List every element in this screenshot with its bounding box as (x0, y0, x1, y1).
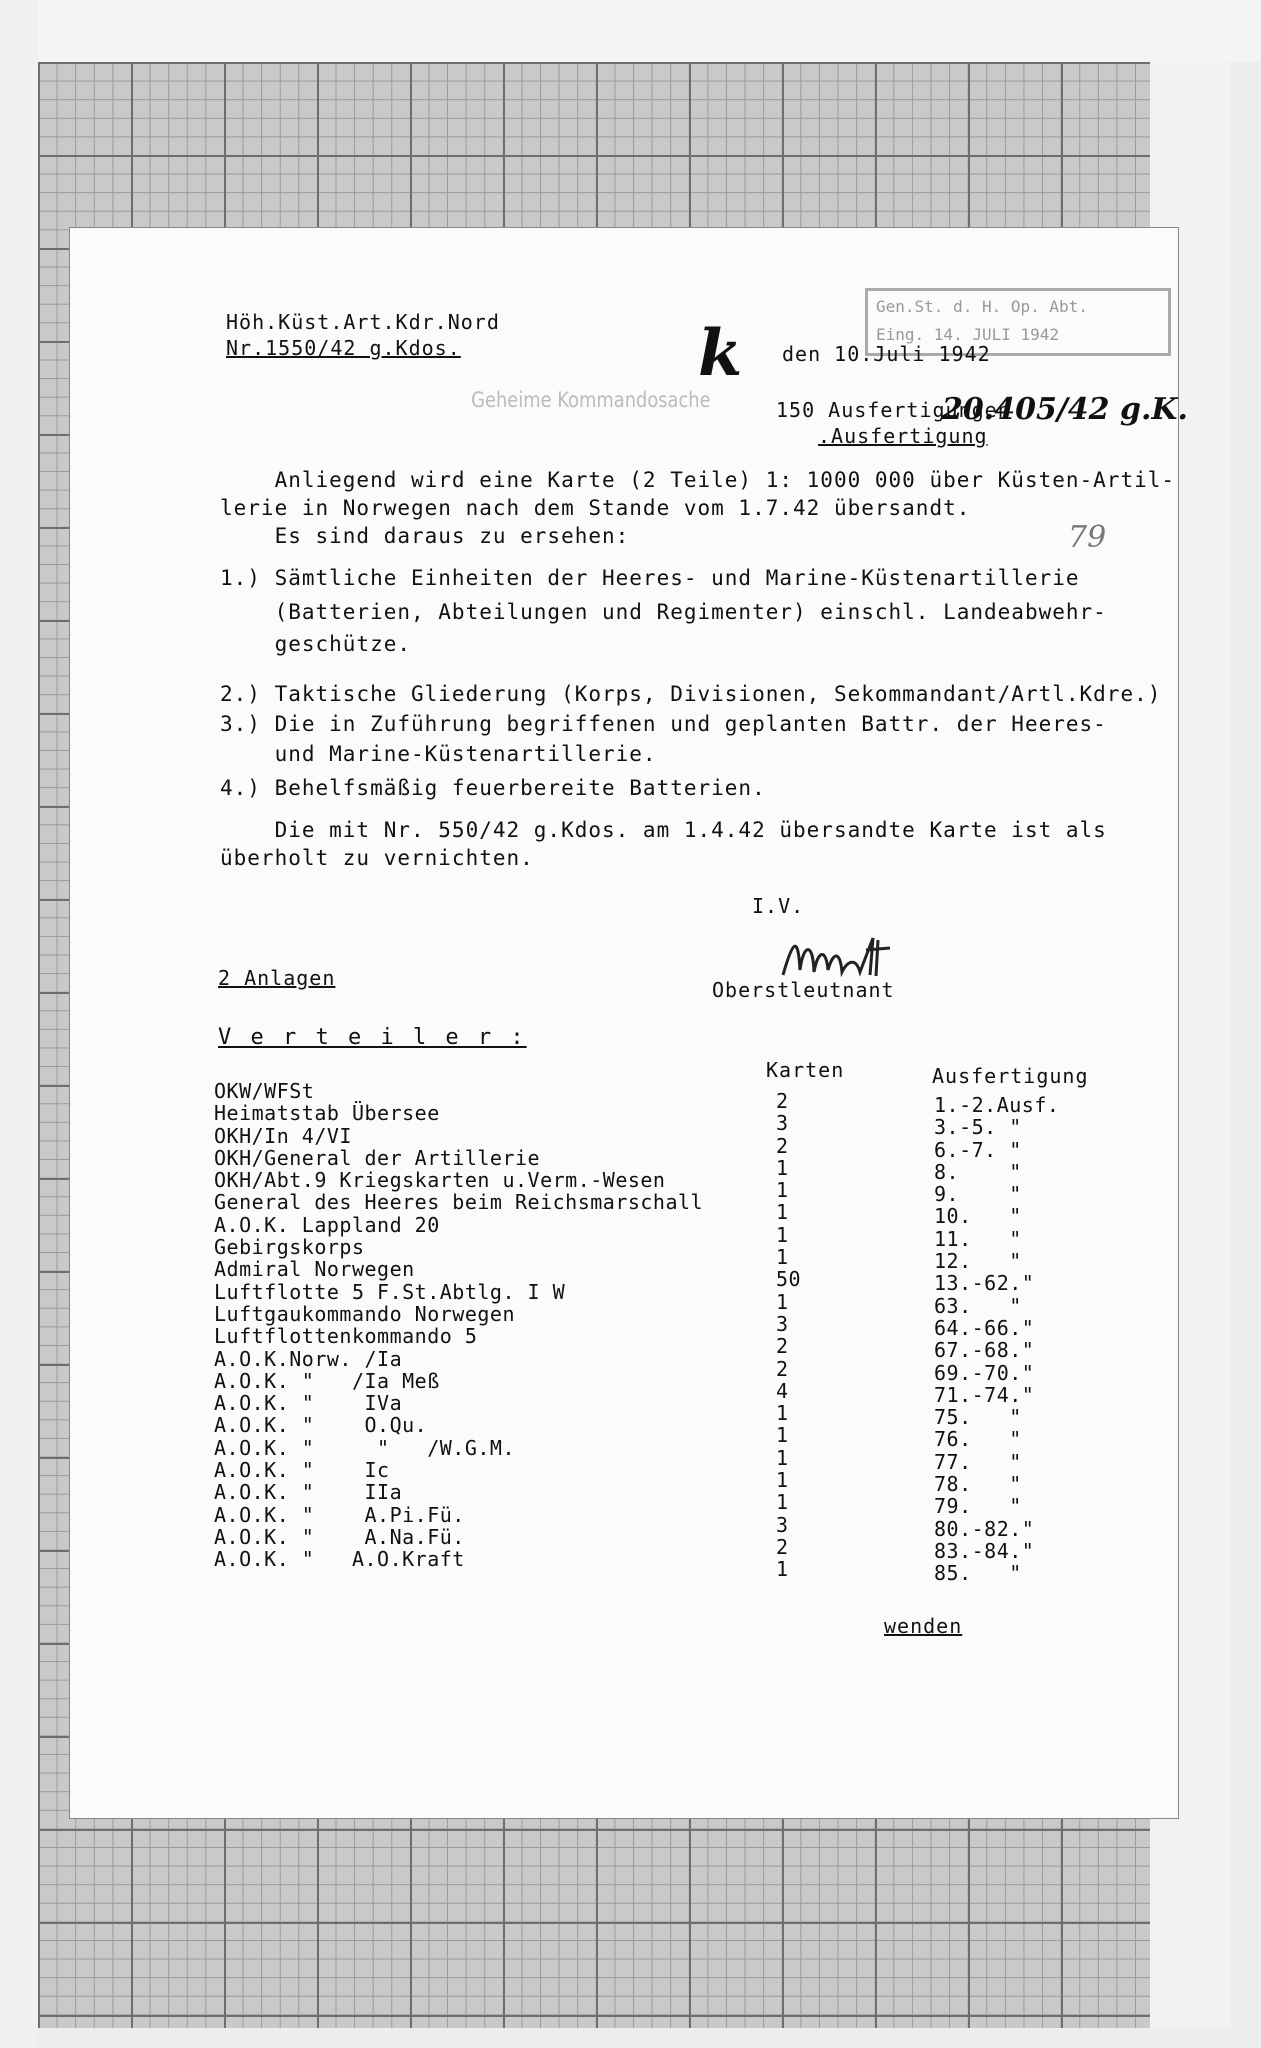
recipient-list (214, 1080, 703, 1571)
copy-number-cell: 76. " (934, 1427, 1022, 1452)
maps-count-list (776, 1090, 801, 1581)
body-line: 2.) Taktische Gliederung (Korps, Divisionen, Sekommandant/Artl.Kdre.) (220, 682, 1162, 706)
copy-number: .Ausfertigung (818, 424, 988, 448)
maps-count-cell: 1 (776, 1289, 789, 1314)
body-line: geschütze. (220, 632, 412, 656)
attachments-count: 2 Anlagen (218, 966, 336, 990)
recipient-row: A.O.K. " O.Qu. (214, 1413, 428, 1438)
recipient-row: A.O.K. " /Ia Meß (214, 1368, 440, 1393)
recipient-row: OKH/In 4/VI (214, 1123, 352, 1148)
body-line: überholt zu vernichten. (220, 846, 534, 870)
maps-count-cell: 1 (776, 1423, 789, 1448)
recipient-row: A.O.K. " A.Pi.Fü. (214, 1502, 465, 1527)
copy-number-cell: 12. " (934, 1249, 1022, 1274)
maps-count-cell: 1 (776, 1222, 789, 1247)
column-header-maps: Karten (766, 1058, 845, 1082)
recipient-row: A.O.K. " " /W.G.M. (214, 1435, 515, 1460)
recipient-row: Luftflotte 5 F.St.Abtlg. I W (214, 1279, 566, 1304)
maps-count-cell: 1 (776, 1445, 789, 1470)
maps-count-cell: 1 (776, 1178, 789, 1203)
copy-number-cell: 78. " (934, 1472, 1022, 1497)
body-line: lerie in Norwegen nach dem Stande vom 1.7.42 übersandt. (220, 496, 971, 520)
recipient-row: OKH/Abt.9 Kriegskarten u.Verm.-Wesen (214, 1168, 666, 1193)
maps-count-cell: 50 (776, 1267, 802, 1292)
recipient-row: A.O.K. " IIa (214, 1480, 403, 1505)
body-line: Die mit Nr. 550/42 g.Kdos. am 1.4.42 übersandte Karte ist als (220, 818, 1107, 842)
recipient-row: A.O.K. Lappland 20 (214, 1212, 440, 1237)
handwritten-copy-number: 20.405/42 g.K. (942, 392, 1188, 427)
maps-count-cell: 1 (776, 1557, 789, 1582)
copy-number-cell: 77. " (934, 1449, 1022, 1474)
reference-number: Nr.1550/42 g.Kdos. (226, 336, 461, 360)
maps-count-cell: 2 (776, 1334, 789, 1359)
body-line: 3.) Die in Zuführung begriffenen und geplanten Battr. der Heeres- (220, 712, 1107, 736)
column-header-copies: Ausfertigung (932, 1064, 1089, 1088)
recipient-row: A.O.K. " Ic (214, 1458, 390, 1483)
maps-count-cell: 3 (776, 1512, 789, 1537)
copy-number-cell: 75. " (934, 1405, 1022, 1430)
maps-count-cell: 1 (776, 1401, 789, 1426)
copy-number-cell: 80.-82." (934, 1516, 1035, 1541)
recipient-row: Gebirgskorps (214, 1235, 365, 1260)
distribution-title: V e r t e i l e r : (218, 1025, 527, 1050)
left-margin (0, 0, 38, 2048)
handwritten-page-number: 79 (1068, 520, 1107, 555)
body-line: Es sind daraus zu ersehen: (220, 524, 630, 548)
maps-count-cell: 1 (776, 1155, 789, 1180)
copy-number-cell: 13.-62." (934, 1271, 1035, 1296)
copy-number-cell: 64.-66." (934, 1315, 1035, 1340)
copy-number-cell: 69.-70." (934, 1360, 1035, 1385)
recipient-row: Luftgaukommando Norwegen (214, 1301, 515, 1326)
body-line: (Batterien, Abteilungen und Regimenter) einschl. Landeabwehr- (220, 600, 1107, 624)
copy-number-cell: 9. " (934, 1182, 1022, 1207)
body-line: 4.) Behelfsmäßig feuerbereite Batterien. (220, 776, 766, 800)
copy-number-cell: 63. " (934, 1293, 1022, 1318)
maps-count-cell: 3 (776, 1111, 789, 1136)
maps-count-cell: 2 (776, 1133, 789, 1158)
maps-count-cell: 1 (776, 1200, 789, 1225)
recipient-row: A.O.K. " IVa (214, 1391, 403, 1416)
maps-count-cell: 3 (776, 1311, 789, 1336)
signatory-rank: Oberstleutnant (712, 978, 895, 1002)
iv-label: I.V. (752, 894, 805, 918)
recipient-row: OKW/WFSt (214, 1079, 315, 1103)
recipient-row: A.O.K. " A.O.Kraft (214, 1547, 465, 1572)
turn-over-note: wenden (884, 1614, 963, 1638)
copy-number-cell: 83.-84." (934, 1538, 1035, 1563)
recipient-row: A.O.K. " A.Na.Fü. (214, 1524, 465, 1549)
recipient-row: Luftflottenkommando 5 (214, 1324, 478, 1349)
copies-count: 150 Ausfertigungen (776, 398, 1011, 422)
body-line: und Marine-Küstenartillerie. (220, 742, 657, 766)
maps-count-cell: 2 (776, 1089, 789, 1113)
copy-number-cell: 10. " (934, 1204, 1022, 1229)
maps-count-cell: 1 (776, 1245, 789, 1270)
secret-stamp-faded: Geheime Kommandosache (471, 388, 711, 412)
maps-count-cell: 1 (776, 1468, 789, 1493)
body-line: Anliegend wird eine Karte (2 Teile) 1: 1000 000 über Küsten-Artil- (220, 468, 1176, 492)
stamp-line-2: Eing. 14. JULI 1942 (876, 325, 1060, 344)
copy-number-cell: 67.-68." (934, 1338, 1035, 1363)
maps-count-cell: 2 (776, 1356, 789, 1381)
document-date: den 10.Juli 1942 (782, 342, 991, 366)
unit-name: Höh.Küst.Art.Kdr.Nord (226, 310, 500, 334)
copy-number-cell: 79. " (934, 1494, 1022, 1519)
recipient-row: Heimatstab Übersee (214, 1101, 440, 1126)
copy-number-cell: 6.-7. " (934, 1137, 1022, 1162)
copy-number-cell: 11. " (934, 1226, 1022, 1251)
body-line: 1.) Sämtliche Einheiten der Heeres- und Marine-Küstenartillerie (220, 566, 1080, 590)
top-margin (0, 0, 1261, 62)
copy-number-cell: 1.-2.Ausf. (934, 1093, 1060, 1117)
recipient-row: A.O.K.Norw. /Ia (214, 1346, 403, 1371)
copy-number-cell: 71.-74." (934, 1382, 1035, 1407)
copy-number-cell: 8. " (934, 1159, 1022, 1184)
recipient-row: General des Heeres beim Reichsmarschall (214, 1190, 704, 1215)
copy-number-cell: 85. " (934, 1561, 1022, 1586)
maps-count-cell: 1 (776, 1490, 789, 1515)
recipient-row: Admiral Norwegen (214, 1257, 415, 1282)
maps-count-cell: 2 (776, 1534, 789, 1559)
maps-count-cell: 4 (776, 1378, 789, 1403)
copy-number-cell: 3.-5. " (934, 1115, 1022, 1140)
handwritten-mark: k (698, 316, 743, 391)
stamp-line-1: Gen.St. d. H. Op. Abt. (876, 297, 1088, 316)
copy-number-list (934, 1094, 1059, 1585)
recipient-row: OKH/General der Artillerie (214, 1145, 541, 1170)
